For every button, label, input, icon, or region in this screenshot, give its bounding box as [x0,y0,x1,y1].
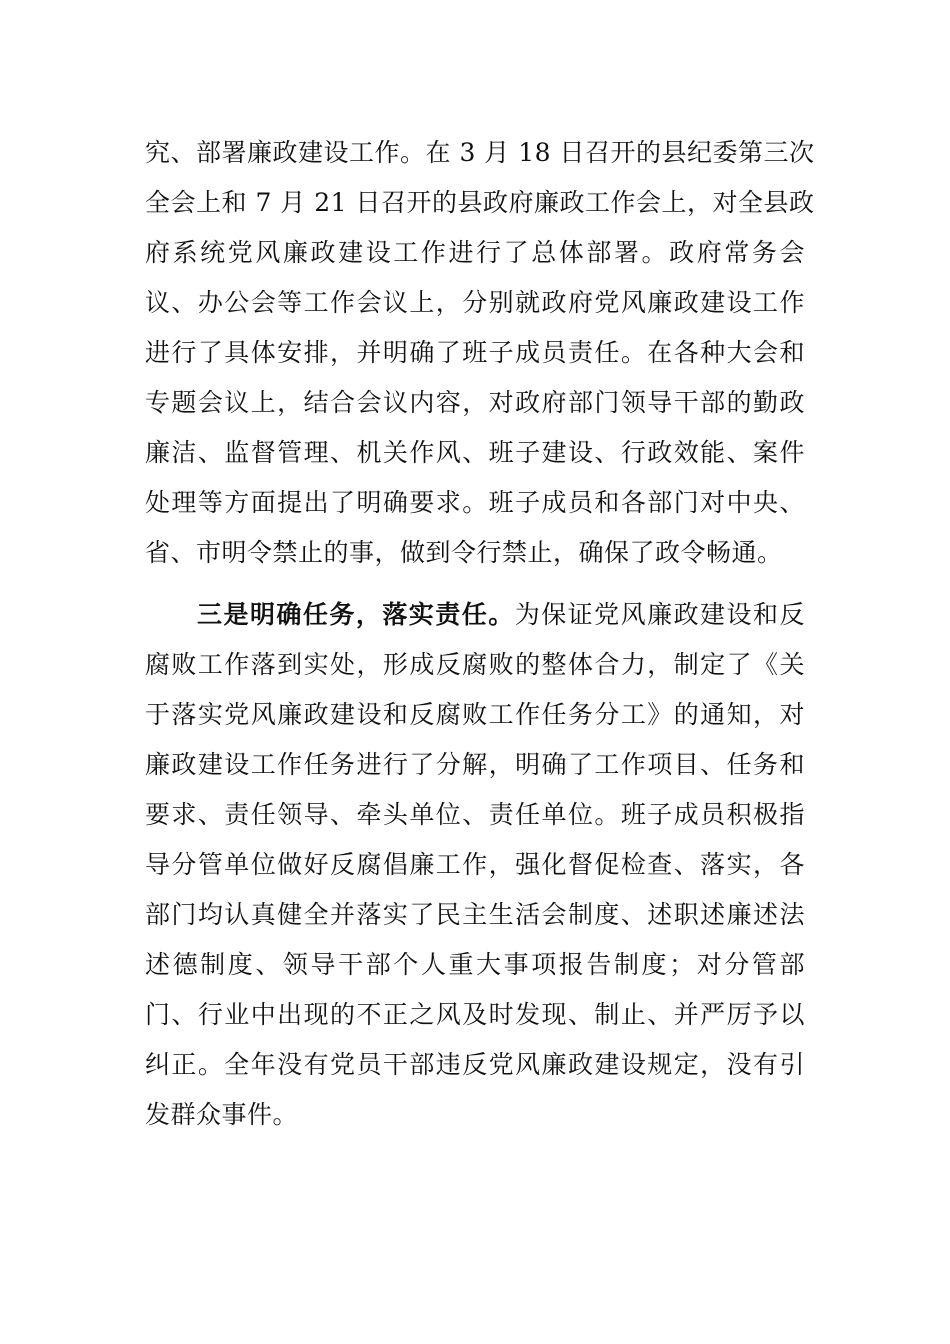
paragraph-2-line: 门、行业中出现的不正之风及时发现、制止、并严厉予以 [145,1000,805,1029]
paragraph-2-line: 纠正。全年没有党员干部违反党风廉政建设规定，没有引 [145,1050,805,1079]
paragraph-2-line: 述德制度、领导干部个人重大事项报告制度；对分管部 [145,950,805,979]
paragraph-1-line: 廉洁、监督管理、机关作风、班子建设、行政效能、案件 [145,438,805,467]
paragraph-1-line: 府系统党风廉政建设工作进行了总体部署。政府常务会 [145,238,805,267]
paragraph-2-line: 廉政建设工作任务进行了分解，明确了工作项目、任务和 [145,750,805,779]
paragraph-2-line: 发群众事件。 [145,1100,299,1129]
paragraph-2-line: 于落实党风廉政建设和反腐败工作任务分工》的通知，对 [145,700,805,729]
paragraph-1-line: 专题会议上，结合会议内容，对政府部门领导干部的勤政 [145,388,805,417]
paragraph-2-line: 部门均认真健全并落实了民主生活会制度、述职述廉述法 [145,900,805,929]
paragraph-2 [145,590,805,1140]
paragraph-1-line: 进行了具体安排，并明确了班子成员责任。在各种大会和 [145,338,805,367]
paragraph-1 [145,128,815,578]
paragraph-1-line: 议、办公会等工作会议上，分别就政府党风廉政建设工作 [145,288,805,317]
paragraph-2-line: 要求、责任领导、牵头单位、责任单位。班子成员积极指 [145,800,805,829]
paragraph-2-first-line-text: 为保证党风廉政建设和反 [514,600,805,629]
paragraph-1-line: 处理等方面提出了明确要求。班子成员和各部门对中央、 [145,488,805,517]
paragraph-2-line: 导分管单位做好反腐倡廉工作，强化督促检查、落实，各 [145,850,805,879]
paragraph-2-line: 腐败工作落到实处，形成反腐败的整体合力，制定了《关 [145,650,805,679]
paragraph-1-line: 全会上和 7 月 21 日召开的县政府廉政工作会上，对全县政 [145,188,815,217]
paragraph-1-line: 究、部署廉政建设工作。在 3 月 18 日召开的县纪委第三次 [145,138,815,167]
paragraph-2-first-line [145,590,805,640]
paragraph-1-line: 省、市明令禁止的事，做到令行禁止，确保了政令畅通。 [145,538,783,567]
paragraph-2-heading: 三是明确任务，落实责任。 [197,600,515,629]
